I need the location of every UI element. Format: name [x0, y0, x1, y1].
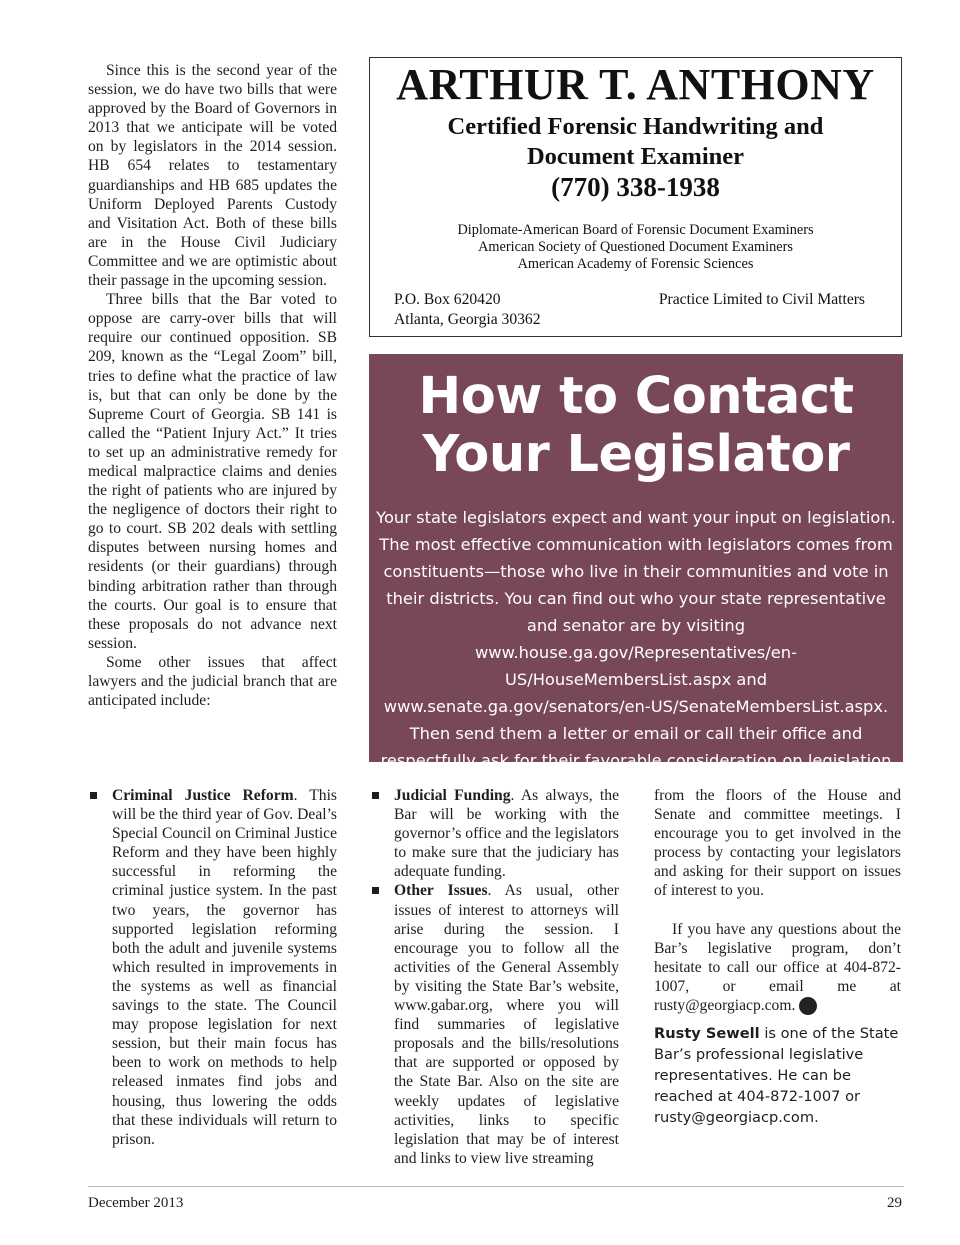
paragraph: from the floors of the House and Senate and committee meetings. I encourage you to get involved in the process by contacting your legislators and asking for their support on issues of interest to you.: [654, 787, 901, 900]
heading-line: How to Contact: [418, 367, 854, 426]
bullet-label: Criminal Justice Reform: [112, 787, 294, 804]
ad-credentials: [370, 222, 901, 273]
forensic-examiner-ad: [369, 57, 902, 337]
bullet-text: . This will be the third year of Gov. Deal’s Special Council on Criminal Justice Reform and they have been highly successful in reforming the criminal justice system. In the past two years, the governor has supported legislation reforming both the adult and juvenile systems which resulted in improvements in the systems as well as financial savings to the state. The Council may propose legislation for next session, but their main focus has been to work on methods to help released inmates find jobs and housing, thus lowering the odds that these individuals will return to prison.: [112, 787, 337, 1148]
square-bullet-icon: [372, 792, 379, 799]
paragraph: Since this is the second year of the session, we do have two bills that were approved by the Board of Governors in 2013 that we anticipate will be voted on by legislators in the 2014 session. HB 654 relates to testamentary guardianships and HB 685 updates the Uniform Deployed Parents Custody and Visitation Act. Both of these bills are in the House Civil Judiciary Committee and we are optimistic about their passage in the upcoming session.: [88, 62, 337, 290]
left-column-text: [88, 61, 337, 710]
right-column-text: [654, 786, 901, 1128]
bullet-label: Judicial Funding: [394, 787, 511, 804]
ad-address: [394, 290, 541, 330]
contact-body: Your state legislators expect and want your input on legislation. The most effective communication with legislators comes from constituents—those who live in their communities and vote in their districts. You can find out who your state representative and senator are by visiting www.house.ga.gov/Representatives/en-US/HouseMembersList.aspx and www.senate.ga.gov/senators/en-US/SenateMembersList.aspx. Then send them a letter or email or call their office and respectfully ask for their favorable consideration on legislation important to you.: [376, 508, 896, 797]
bullet-judicial-funding: [370, 786, 619, 881]
footer-divider: [88, 1186, 904, 1187]
author-bio: [654, 1023, 901, 1128]
contact-heading: [369, 368, 903, 484]
address-line: P.O. Box 620420: [394, 291, 501, 308]
square-bullet-icon: [372, 887, 379, 894]
bio-name: Rusty Sewell: [654, 1025, 760, 1043]
bullet-text: . As always, the Bar will be working with the governor’s office and the legislators to make sure that the judiciary has adequate funding.: [394, 787, 619, 881]
ad-title: [370, 112, 901, 172]
bullet-criminal-justice: [88, 786, 337, 1149]
closing-paragraph: [654, 920, 901, 1016]
ad-phone: (770) 338-1938: [551, 172, 720, 202]
ad-practice: Practice Limited to Civil Matters: [658, 291, 865, 308]
paragraph: Three bills that the Bar voted to oppose are carry-over bills that will require our continued opposition. SB 209, known as the “Legal Zoom” bill, tries to define what the practice of law is, but that can only be done by the Supreme Court of Georgia. SB 141 is called the “Patient Injury Act.” It tries to set up an administrative remedy for medical malpractice claims and denies the right of patients who are injured by the negligence of doctors their right to go to court. SB 202 deals with settling disputes between nursing homes and residents (or their guardians) through binding arbitration rather than through the courts. Our goal is to ensure that these proposals do not advance next session.: [88, 291, 337, 652]
credential: American Society of Questioned Document Examiners: [478, 239, 793, 255]
bullet-other-issues: [370, 881, 619, 1167]
square-bullet-icon: [90, 792, 97, 799]
heading-line: Your Legislator: [422, 425, 850, 484]
address-line: Atlanta, Georgia 30362: [394, 311, 541, 328]
bullet-label: Other Issues: [394, 882, 488, 900]
bullet-column-middle: [370, 786, 619, 1168]
credential: American Academy of Forensic Sciences: [517, 256, 754, 272]
paragraph: Some other issues that affect lawyers and the judicial branch that are anticipated include:: [88, 653, 337, 710]
bio-text: is one of the State Bar’s professional legislative representatives. He can be reached at 404-872-1007 or rusty@georgiacp.com.: [654, 1025, 899, 1127]
page-number: 29: [887, 1195, 902, 1211]
footer-issue-date: December 2013: [88, 1195, 184, 1211]
ad-title-line: Certified Forensic Handwriting and: [447, 113, 824, 140]
closing-text: If you have any questions about the Bar’s legislative program, don’t hesitate to call our office at 404-872-1007, or email me at rusty@georgiacp.com.: [654, 920, 901, 1014]
bullet-column-left: [88, 786, 337, 1149]
bullet-text: . As usual, other issues of interest to attorneys will arise during the session. I encourage you to follow all the activities of the General Assembly by visiting the State Bar’s website, www.gabar.org, where you will find summaries of legislative proposals and the bills/resolutions that are supported or opposed by the State Bar. Also on the site are weekly updates of legislative activities, links to specific legislation that may be of interest and links to view live streaming: [394, 882, 619, 1167]
ad-title-line: Document Examiner: [526, 143, 745, 170]
ad-name: ARTHUR T. ANTHONY: [396, 60, 875, 109]
state-bar-end-mark-icon: GB: [799, 997, 817, 1015]
credential: Diplomate-American Board of Forensic Document Examiners: [457, 222, 814, 238]
